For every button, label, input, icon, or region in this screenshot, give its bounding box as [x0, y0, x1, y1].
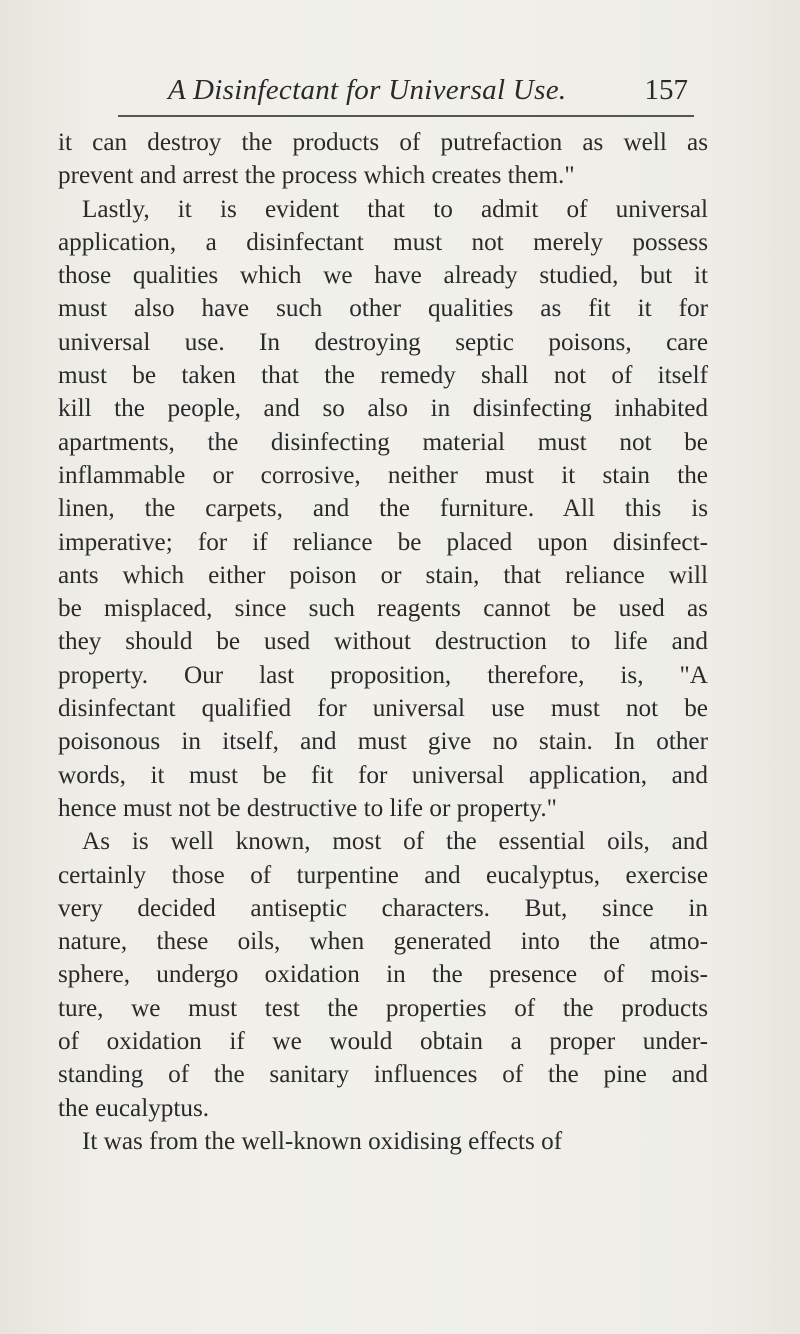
text-line: hence must not be destructive to life or property." [58, 794, 557, 822]
text-line: disinfectant qualified for universal use must not be [58, 695, 708, 723]
text-line: the eucalyptus. [58, 1094, 210, 1122]
text-line: property. Our last proposition, therefore, is, "A [58, 661, 708, 689]
text-line: of oxidation if we would obtain a proper under- [58, 1028, 708, 1056]
text-line: words, it must be fit for universal application, and [58, 761, 708, 789]
body-text [58, 126, 708, 1158]
header-rule [118, 115, 694, 117]
text-line: must also have such other qualities as fit it for [58, 295, 708, 323]
text-line: linen, the carpets, and the furniture. All this is [58, 495, 708, 523]
text-line: must be taken that the remedy shall not of itself [58, 362, 708, 390]
page-number: 157 [644, 74, 688, 106]
text-line: sphere, undergo oxidation in the presence of mois- [58, 961, 708, 989]
running-title: A Disinfectant for Universal Use. [168, 74, 567, 106]
text-line: As is well known, most of the essential oils, and [82, 828, 708, 856]
text-line: standing of the sanitary influences of the pine and [58, 1061, 708, 1089]
text-line: prevent and arrest the process which creates them." [58, 162, 575, 190]
text-line: ants which either poison or stain, that reliance will [58, 561, 708, 589]
text-line: nature, these oils, when generated into the atmo- [58, 928, 708, 956]
text-line: poisonous in itself, and must give no stain. In other [58, 728, 708, 756]
text-line: those qualities which we have already studied, but it [58, 262, 708, 290]
text-line: very decided antiseptic characters. But, since in [58, 894, 708, 922]
text-line: imperative; for if reliance be placed upon disinfect- [58, 528, 708, 556]
text-line: It was from the well-known oxidising effects of [82, 1127, 563, 1155]
page-header [168, 74, 688, 114]
text-line: application, a disinfectant must not merely possess [58, 228, 708, 256]
text-line: be misplaced, since such reagents cannot be used as [58, 595, 708, 623]
text-line: they should be used without destruction to life and [58, 628, 708, 656]
text-line: universal use. In destroying septic poisons, care [58, 328, 708, 356]
text-line: apartments, the disinfecting material must not be [58, 428, 708, 456]
text-line: ture, we must test the properties of the products [58, 994, 708, 1022]
text-line: inflammable or corrosive, neither must it stain the [58, 461, 708, 489]
text-line: Lastly, it is evident that to admit of universal [82, 195, 708, 223]
text-line: certainly those of turpentine and eucalyptus, exercise [58, 861, 708, 889]
text-line: it can destroy the products of putrefaction as well as [58, 129, 708, 156]
text-line: kill the people, and so also in disinfecting inhabited [58, 395, 708, 423]
